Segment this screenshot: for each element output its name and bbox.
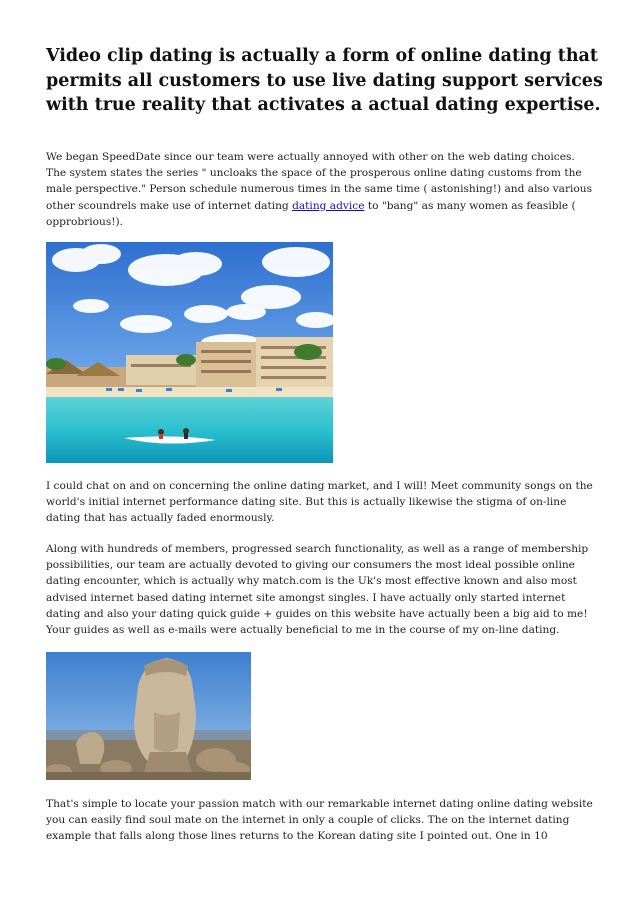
dating-advice-link[interactable]: dating advice xyxy=(292,199,365,212)
paragraph-1 xyxy=(46,149,596,230)
paragraph-3: Along with hundreds of members, progressed search functionality, as well as a range of membership possibilities, our team are actually devoted to giving our consumers the most ideal possible online dating encounter, which is actually why match.com is the Uk's most effective known and also most advised internet based dating internet site amongst singles. I have actually only started internet dating and also your dating quick guide + guides on this website have actually been a big aid to me! Your guides as well as e-mails were actually beneficial to me in the course of my on-line dating. xyxy=(46,543,589,637)
paragraph-1-text-after: to "bang" as many women as feasible ( opprobrious!). xyxy=(46,199,576,228)
paragraph-4: That's simple to locate your passion match with our remarkable internet dating online dating website you can easily find soul mate on the internet in only a couple of clicks. The on the internet dating example that falls along those lines returns to the Korean dating site I pointed out. One in 10 xyxy=(46,798,593,843)
paragraph-2: I could chat on and on concerning the online dating market, and I will! Meet community songs on the world's initial internet performance dating site. But this is actually likewise the stigma of on-line dating that has actually faded enormously. xyxy=(46,480,593,525)
beach-resort-photo xyxy=(46,242,333,463)
stone-head-statue-photo xyxy=(46,652,251,780)
paragraph-1-text-before: We began SpeedDate since our team were actually annoyed with other on the web dating choices. The system states the series " uncloaks the space of the prosperous online dating customs from the male perspective." Person schedule numerous times in the same time ( astonishing!) and also various other scoundrels make use of internet dating xyxy=(46,151,593,212)
page-title: Video clip dating is actually a form of online dating that permits all customers to use live dating support services with true reality that activates a actual dating expertise. xyxy=(46,46,603,115)
